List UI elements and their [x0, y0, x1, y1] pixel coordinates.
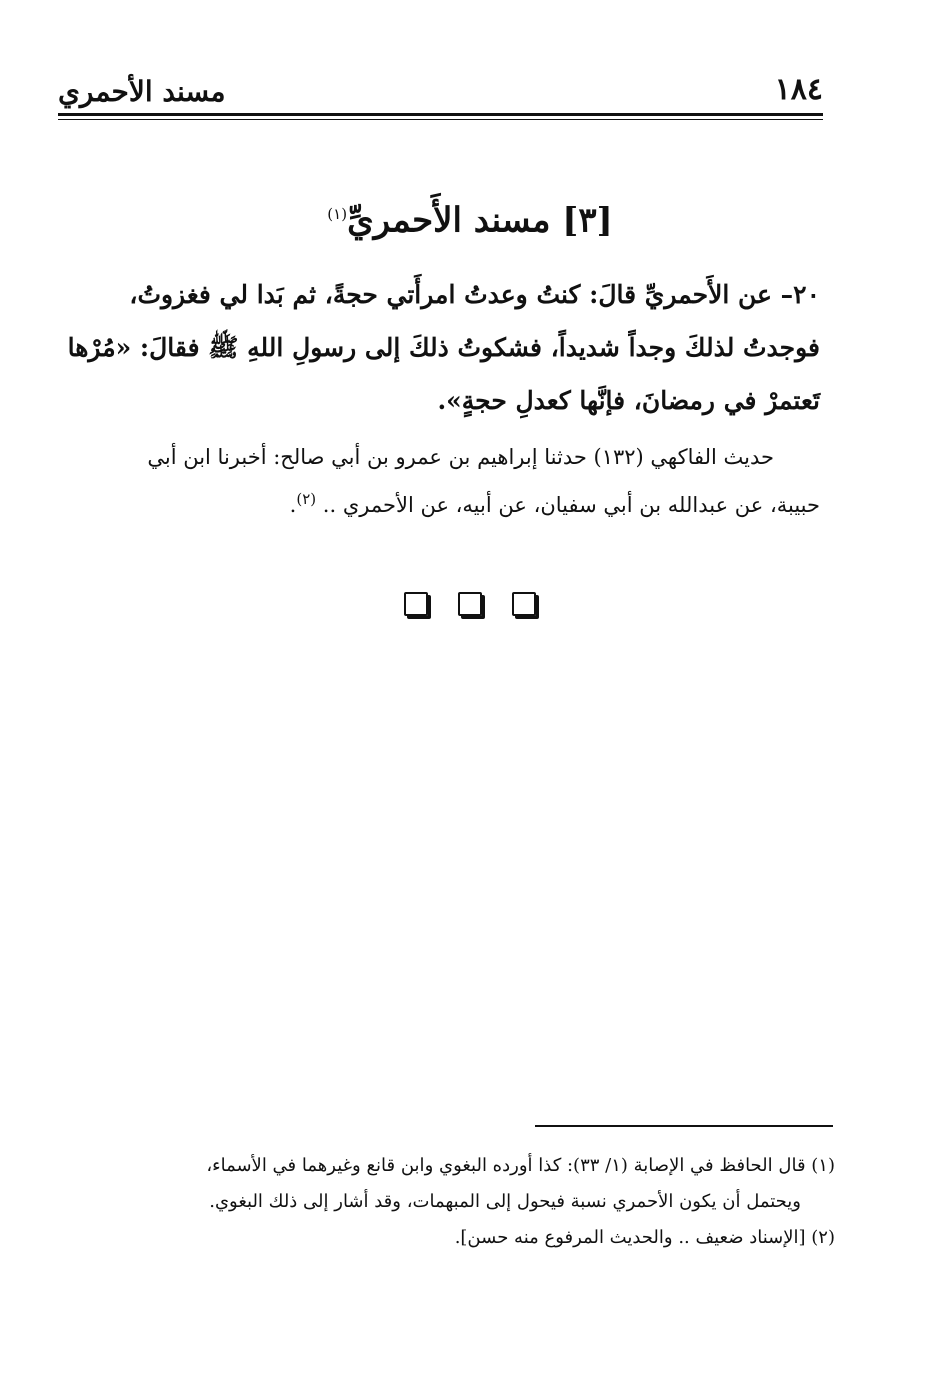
- footnote-rule: [535, 1125, 833, 1127]
- footnote-1-line-1: (١) قال الحافظ في الإصابة (١/ ٣٣): كذا أورده البغوي وابن قانع وغيرهما في الأسماء،: [206, 1155, 835, 1176]
- running-header: [58, 72, 823, 112]
- footnote-1-line-2: ويحتمل أن يكون الأحمري نسبة فيحول إلى المبهمات، وقد أشار إلى ذلك البغوي.: [209, 1191, 801, 1212]
- separator-box-icon: [512, 592, 536, 616]
- hadith-line-1: ٢٠– عن الأَحمريِّ قالَ: كنتُ وعدتُ امرأَتي حجةً، ثم بَدا لي فغزوتُ،: [129, 280, 820, 309]
- footnote-2: (٢) [الإسناد ضعيف .. والحديث المرفوع منه حسن].: [454, 1227, 835, 1248]
- hadith-line-3: تَعتمرْ في رمضانَ، فإنَّها كعدلِ حجةٍ».: [437, 386, 820, 415]
- hadith-line-2: فوجدتُ لذلكَ وجداً شديداً، فشكوتُ ذلكَ إلى رسولِ اللهِ ﷺ فقالَ: «مُرْها: [67, 333, 820, 362]
- section-title: [0, 192, 940, 242]
- takhrij-line-1: حديث الفاكهي (١٣٢) حدثنا إبراهيم بن عمرو بن أبي صالح: أخبرنا ابن أبي: [147, 445, 774, 469]
- header-rule: [58, 113, 823, 116]
- section-title-text: [٣] مسند الأَحمريِّ: [347, 200, 613, 241]
- section-separator: [0, 592, 940, 616]
- separator-box-icon: [458, 592, 482, 616]
- takhrij-paragraph: [80, 436, 820, 526]
- takhrij-line-2-text: حبيبة، عن عبدالله بن أبي سفيان، عن أبيه، عن الأحمري ..: [322, 493, 820, 517]
- footnote-ref-2: (٢): [296, 490, 317, 508]
- header-rule-thin: [58, 119, 823, 120]
- footnote-ref-1: (١): [327, 205, 348, 223]
- takhrij-line-2: حبيبة، عن عبدالله بن أبي سفيان، عن أبيه، عن الأحمري .. $^{(٢)}$.: [289, 490, 820, 517]
- hadith-text: [67, 268, 820, 427]
- separator-box-icon: [404, 592, 428, 616]
- footnotes: [90, 1148, 835, 1256]
- book-title: مسند الأحمري: [58, 75, 226, 108]
- page-number: ١٨٤: [774, 72, 823, 107]
